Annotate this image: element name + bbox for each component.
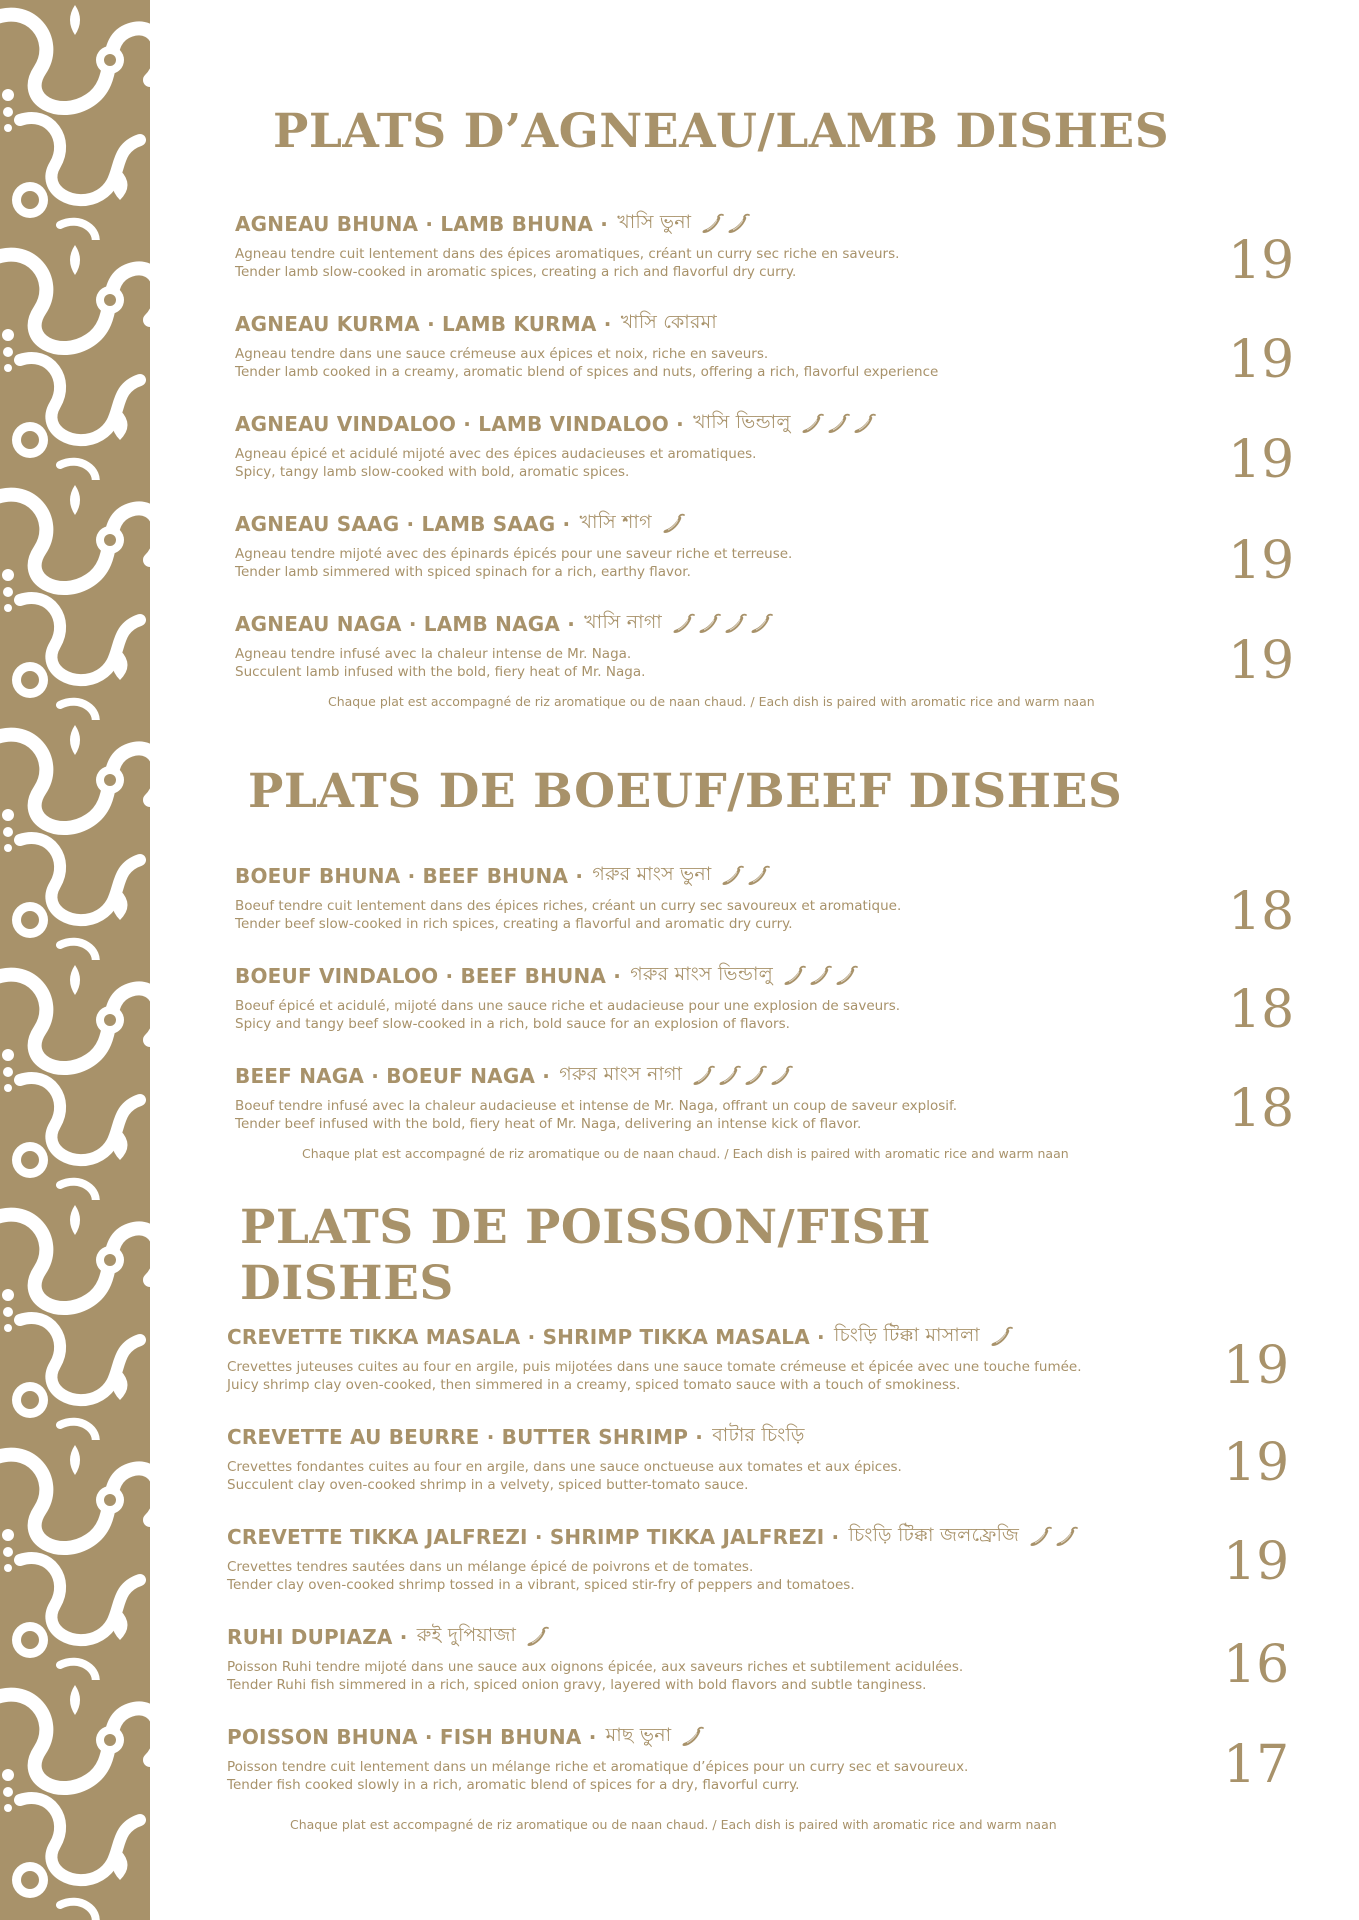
description-fr: Agneau tendre mijoté avec des épinards épicés pour une saveur riche et terreuse. <box>235 546 793 562</box>
description-en: Tender lamb simmered with spiced spinach for a rich, earthy flavor. <box>235 564 691 580</box>
menu-item <box>235 610 1235 681</box>
dish-bengali-name: খাসি ভিন্ডালু <box>693 411 791 433</box>
menu-item <box>227 1423 1227 1494</box>
spice-level <box>692 1065 794 1087</box>
dish-bengali-name: খাসি নাগা <box>584 611 662 633</box>
description-fr: Agneau tendre dans une sauce crémeuse aux épices et noix, riche en saveurs. <box>235 346 769 362</box>
dish-name: BOEUF VINDALOO · BEEF BHUNA · <box>235 964 622 988</box>
chili-pepper-icon <box>770 1065 794 1087</box>
menu-item <box>227 1623 1227 1694</box>
section-note: Chaque plat est accompagné de riz aromatique ou de naan chaud. / Each dish is paired with aromatic rice and warm naan <box>328 694 1095 709</box>
chili-pepper-icon <box>721 865 745 887</box>
spice-level <box>526 1626 550 1648</box>
dish-bengali-name: মাছ ভুনা <box>605 1724 672 1746</box>
description-fr: Agneau tendre cuit lentement dans des épices aromatiques, créant un curry sec riche en saveurs. <box>235 246 900 262</box>
section-title-fish <box>240 1200 931 1312</box>
menu-item <box>235 410 1235 481</box>
spice-level <box>783 965 859 987</box>
menu-item <box>235 510 1235 581</box>
price: 16 <box>1223 1635 1290 1695</box>
description-fr: Agneau épicé et acidulé mijoté avec des épices audacieuses et aromatiques. <box>235 446 757 462</box>
chili-pepper-icon <box>990 1326 1014 1348</box>
dish-name: CREVETTE AU BEURRE · BUTTER SHRIMP · <box>227 1425 704 1449</box>
chili-pepper-icon <box>853 413 877 435</box>
description-fr: Poisson Ruhi tendre mijoté dans une sauce aux oignons épicée, aux saveurs riches et subtilement acidulées. <box>227 1659 964 1675</box>
dish-bengali-name: খাসি কোরমা <box>620 311 717 333</box>
price: 18 <box>1228 980 1295 1040</box>
dish-name: AGNEAU KURMA · LAMB KURMA · <box>235 312 612 336</box>
dish-bengali-name: গরুর মাংস ভিন্ডালু <box>630 963 774 985</box>
chili-pepper-icon <box>783 965 807 987</box>
dish-name: AGNEAU VINDALOO · LAMB VINDALOO · <box>235 412 684 436</box>
chili-pepper-icon <box>701 213 725 235</box>
dish-bengali-name: চিংড়ি টিক্কা জলফ্রেজি <box>848 1524 1020 1546</box>
chili-pepper-icon <box>718 1065 742 1087</box>
section-note: Chaque plat est accompagné de riz aromatique ou de naan chaud. / Each dish is paired with aromatic rice and warm naan <box>302 1146 1069 1161</box>
price: 18 <box>1228 882 1295 942</box>
menu-item <box>227 1323 1227 1394</box>
description-fr: Agneau tendre infusé avec la chaleur intense de Mr. Naga. <box>235 646 632 662</box>
chili-pepper-icon <box>681 1726 705 1748</box>
description-en: Tender clay oven-cooked shrimp tossed in a vibrant, spiced stir-fry of peppers and tomatoes. <box>227 1577 855 1593</box>
chili-pepper-icon <box>1029 1526 1053 1548</box>
dish-name: BOEUF BHUNA · BEEF BHUNA · <box>235 864 584 888</box>
dish-bengali-name: গরুর মাংস ভুনা <box>592 863 712 885</box>
chili-pepper-icon <box>801 413 825 435</box>
description-en: Tender lamb cooked in a creamy, aromatic blend of spices and nuts, offering a rich, flavorful experience <box>235 364 939 380</box>
menu-item <box>235 1062 1235 1133</box>
price: 19 <box>1223 1532 1290 1592</box>
dish-name: RUHI DUPIAZA · <box>227 1625 408 1649</box>
section-title-fish-line2: DISHES <box>240 1256 454 1311</box>
description-en: Succulent clay oven-cooked shrimp in a velvety, spiced butter-tomato sauce. <box>227 1477 749 1493</box>
description-en: Juicy shrimp clay oven-cooked, then simmered in a creamy, spiced tomato sauce with a touch of smokiness. <box>227 1377 961 1393</box>
description-en: Tender fish cooked slowly in a rich, aromatic blend of spices for a dry, flavorful curry. <box>227 1777 800 1793</box>
dish-bengali-name: রুই দুপিয়াজা <box>416 1624 517 1646</box>
description-en: Tender Ruhi fish simmered in a rich, spiced onion gravy, layered with bold flavors and subtle tanginess. <box>227 1677 927 1693</box>
price: 19 <box>1228 231 1295 291</box>
section-title-beef: PLATS DE BOEUF/BEEF DISHES <box>248 764 1123 819</box>
dish-bengali-name: খাসি ভুনা <box>617 211 692 233</box>
chili-pepper-icon <box>672 613 696 635</box>
price: 19 <box>1228 430 1295 490</box>
chili-pepper-icon <box>692 1065 716 1087</box>
chili-pepper-icon <box>827 413 851 435</box>
price: 18 <box>1228 1079 1295 1139</box>
dish-name: CREVETTE TIKKA JALFREZI · SHRIMP TIKKA JALFREZI · <box>227 1525 840 1549</box>
chili-pepper-icon <box>750 613 774 635</box>
menu-item <box>235 962 1235 1033</box>
dish-name: CREVETTE TIKKA MASALA · SHRIMP TIKKA MASALA · <box>227 1325 825 1349</box>
dish-name: POISSON BHUNA · FISH BHUNA · <box>227 1725 597 1749</box>
description-fr: Crevettes tendres sautées dans un mélange épicé de poivrons et de tomates. <box>227 1559 754 1575</box>
spice-level <box>701 213 751 235</box>
section-title-fish-line1: PLATS DE POISSON/FISH <box>240 1200 931 1255</box>
description-fr: Boeuf tendre cuit lentement dans des épices riches, créant un curry sec savoureux et aromatique. <box>235 898 902 914</box>
description-fr: Poisson tendre cuit lentement dans un mélange riche et aromatique d’épices pour un curry sec et savoureux. <box>227 1759 969 1775</box>
dish-name: BEEF NAGA · BOEUF NAGA · <box>235 1064 551 1088</box>
chili-pepper-icon <box>744 1065 768 1087</box>
chili-pepper-icon <box>835 965 859 987</box>
menu-item <box>235 210 1235 281</box>
dish-name: AGNEAU SAAG · LAMB SAAG · <box>235 512 571 536</box>
description-fr: Boeuf tendre infusé avec la chaleur audacieuse et intense de Mr. Naga, offrant un coup de saveur explosif. <box>235 1098 958 1114</box>
section-title-lamb: PLATS D’AGNEAU/LAMB DISHES <box>273 104 1170 159</box>
spice-level <box>801 413 877 435</box>
price: 19 <box>1223 1433 1290 1493</box>
dish-bengali-name: খাসি শাগ <box>579 511 652 533</box>
price: 19 <box>1228 631 1295 691</box>
price: 19 <box>1228 531 1295 591</box>
dish-bengali-name: বাটার চিংড়ি <box>712 1424 805 1446</box>
chili-pepper-icon <box>526 1626 550 1648</box>
chili-pepper-icon <box>809 965 833 987</box>
chili-pepper-icon <box>698 613 722 635</box>
dish-bengali-name: চিংড়ি টিক্কা মাসালা <box>834 1324 980 1346</box>
spice-level <box>721 865 771 887</box>
description-en: Tender beef infused with the bold, fiery heat of Mr. Naga, delivering an intense kick of flavor. <box>235 1116 862 1132</box>
spice-level <box>681 1726 705 1748</box>
price: 19 <box>1223 1336 1290 1396</box>
menu-item <box>227 1723 1227 1794</box>
chili-pepper-icon <box>724 613 748 635</box>
description-en: Tender beef slow-cooked in rich spices, creating a flavorful and aromatic dry curry. <box>235 916 793 932</box>
section-note: Chaque plat est accompagné de riz aromatique ou de naan chaud. / Each dish is paired with aromatic rice and warm naan <box>290 1817 1057 1832</box>
description-fr: Crevettes juteuses cuites au four en argile, puis mijotées dans une sauce tomate crémeuse et épicée avec une touche fumée. <box>227 1359 1082 1375</box>
spice-level <box>662 513 686 535</box>
description-en: Spicy and tangy beef slow-cooked in a rich, bold sauce for an explosion of flavors. <box>235 1016 790 1032</box>
spice-level <box>1029 1526 1079 1548</box>
side-damask-pattern <box>0 0 150 1920</box>
price: 19 <box>1228 330 1295 390</box>
chili-pepper-icon <box>662 513 686 535</box>
chili-pepper-icon <box>747 865 771 887</box>
price: 17 <box>1223 1735 1290 1795</box>
menu-item <box>227 1523 1227 1594</box>
dish-name: AGNEAU NAGA · LAMB NAGA · <box>235 612 575 636</box>
dish-bengali-name: গরুর মাংস নাগা <box>559 1063 683 1085</box>
description-en: Succulent lamb infused with the bold, fiery heat of Mr. Naga. <box>235 664 646 680</box>
menu-item <box>235 310 1235 381</box>
spice-level <box>990 1326 1014 1348</box>
chili-pepper-icon <box>727 213 751 235</box>
description-en: Tender lamb slow-cooked in aromatic spices, creating a rich and flavorful dry curry. <box>235 264 797 280</box>
spice-level <box>672 613 774 635</box>
description-fr: Crevettes fondantes cuites au four en argile, dans une sauce onctueuse aux tomates et aux épices. <box>227 1459 902 1475</box>
description-fr: Boeuf épicé et acidulé, mijoté dans une sauce riche et audacieuse pour une explosion de saveurs. <box>235 998 901 1014</box>
dish-name: AGNEAU BHUNA · LAMB BHUNA · <box>235 212 609 236</box>
description-en: Spicy, tangy lamb slow-cooked with bold, aromatic spices. <box>235 464 630 480</box>
menu-item <box>235 862 1235 933</box>
chili-pepper-icon <box>1055 1526 1079 1548</box>
